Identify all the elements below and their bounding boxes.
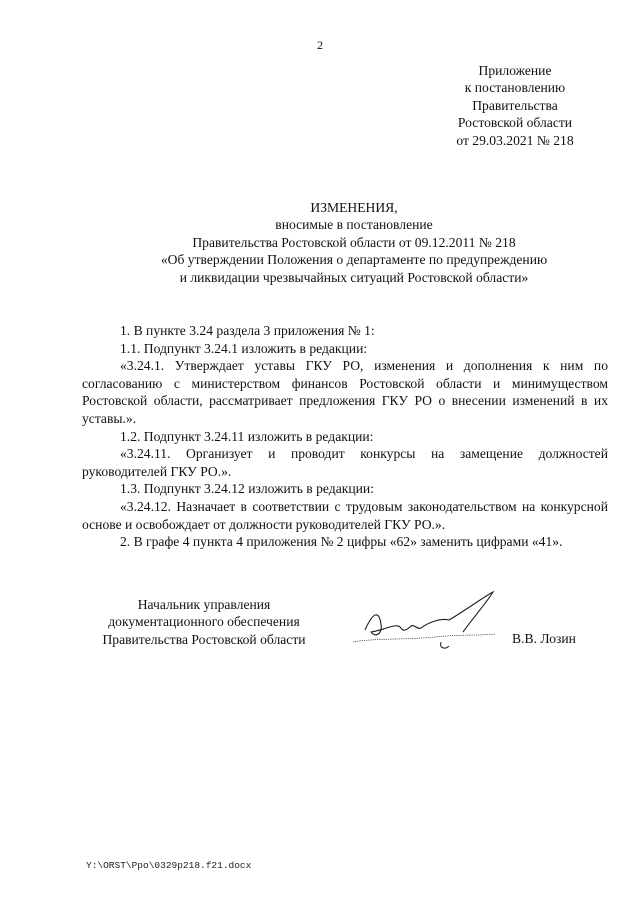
appendix-stamp xyxy=(440,62,590,149)
body-paragraph: 1.1. Подпункт 3.24.1 изложить в редакции: xyxy=(120,340,368,356)
body-paragraph: «3.24.1. Утверждает уставы ГКУ РО, изменения и дополнения к ним по согласованию с министерством финансов Ростовской области и минимуществом Ростовской области, рассматривает предложения ГКУ РО о внесении изменений в их уставы.». xyxy=(82,358,608,426)
title-line: Правительства Ростовской области от 09.12.2011 № 218 xyxy=(192,234,516,250)
appendix-line: Ростовской области xyxy=(457,115,573,131)
signer-position-line: Начальник управления xyxy=(137,597,271,612)
title-line: «Об утверждении Положения о департаменте по предупреждению xyxy=(160,252,548,268)
appendix-line: к постановлению xyxy=(464,80,566,96)
file-path-footer: Y:\ORST\Ppo\0329p218.f21.docx xyxy=(86,860,252,871)
title-heading: ИЗМЕНЕНИЯ, xyxy=(310,200,398,215)
body-paragraph: 1.3. Подпункт 3.24.12 изложить в редакции: xyxy=(120,481,374,497)
appendix-line: Приложение xyxy=(478,63,552,78)
handwritten-signature xyxy=(345,590,505,660)
body-paragraph: «3.24.11. Организует и проводит конкурсы на замещение должностей руководителей ГКУ РО.». xyxy=(82,446,608,479)
title-line: вносимые в постановление xyxy=(275,217,433,233)
body-paragraph: 2. В графе 4 пункта 4 приложения № 2 цифры «62» заменить цифрами «41». xyxy=(120,534,563,550)
appendix-line: Правительства xyxy=(472,97,558,113)
body-paragraph: 1. В пункте 3.24 раздела 3 приложения № 1: xyxy=(120,323,375,338)
signer-position-line: документационного обеспечения xyxy=(108,614,300,630)
body-paragraph: «3.24.12. Назначает в соответствии с трудовым законодательством на конкурсной основе и освобождает от должности руководителей ГКУ РО.». xyxy=(82,498,608,532)
body-paragraph: 1.2. Подпункт 3.24.11 изложить в редакции: xyxy=(120,428,374,444)
signer-name: В.В. Лозин xyxy=(512,631,576,646)
document-body xyxy=(82,322,608,551)
page-number: 2 xyxy=(317,38,323,52)
document-title xyxy=(100,199,608,286)
signer-position-line: Правительства Ростовской области xyxy=(102,631,306,647)
signer-position xyxy=(90,596,318,648)
appendix-line: от 29.03.2021 № 218 xyxy=(456,132,574,148)
title-line: и ликвидации чрезвычайных ситуаций Ростовской области» xyxy=(179,269,529,285)
